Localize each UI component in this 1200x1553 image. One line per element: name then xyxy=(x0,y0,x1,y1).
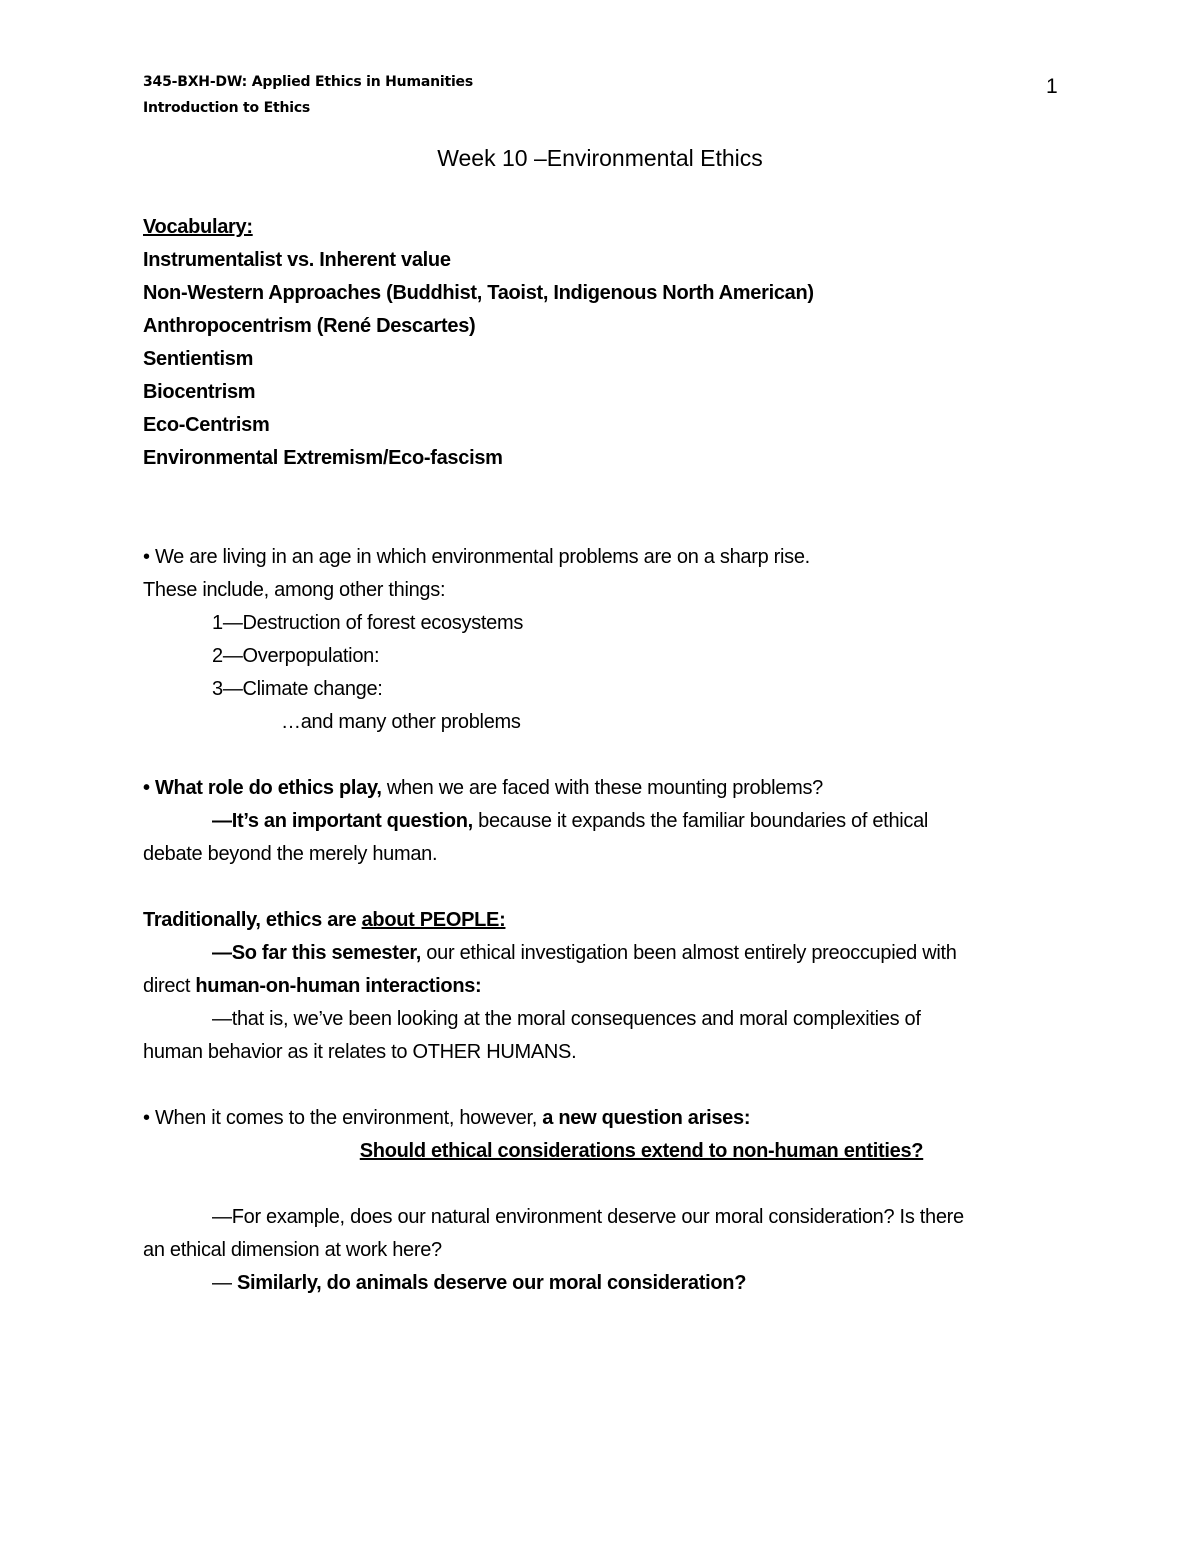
semester-cont-bold: human-on-human interactions: xyxy=(195,975,482,997)
course-header: 345-BXH-DW: Applied Ethics in Humanities xyxy=(143,74,473,90)
semester-line xyxy=(212,942,957,965)
vocab-item: Instrumentalist vs. Inherent value xyxy=(143,249,451,271)
intro-text: These include, among other things: xyxy=(143,579,446,601)
key-question: Should ethical considerations extend to non-human entities? xyxy=(359,1140,924,1162)
role-answer-cont: debate beyond the merely human. xyxy=(143,843,438,865)
traditional-heading xyxy=(143,909,505,932)
vocabulary-heading: Vocabulary: xyxy=(143,216,253,238)
bullet: • xyxy=(143,546,150,568)
vocab-item: Eco-Centrism xyxy=(143,414,270,436)
animals-question xyxy=(212,1272,746,1295)
animals-dash: — xyxy=(212,1272,237,1294)
problem-item: 2—Overpopulation: xyxy=(212,645,380,667)
vocab-item: Sentientism xyxy=(143,348,254,370)
example-cont: an ethical dimension at work here? xyxy=(143,1239,442,1261)
course-subtitle: Introduction to Ethics xyxy=(143,100,311,116)
problem-item: 1—Destruction of forest ecosystems xyxy=(212,612,524,634)
vocab-item: Biocentrism xyxy=(143,381,256,403)
vocab-item: Environmental Extremism/Eco-fascism xyxy=(143,447,503,469)
intro-text: We are living in an age in which environmental problems are on a sharp rise. xyxy=(154,546,810,568)
environment-lead-text: • When it comes to the environment, however, xyxy=(143,1107,543,1129)
page-title: Week 10 –Environmental Ethics xyxy=(437,145,763,171)
environment-lead-bold: a new question arises: xyxy=(542,1107,751,1129)
traditional-lead: Traditionally, ethics are xyxy=(143,909,362,931)
role-answer xyxy=(212,810,928,833)
page-number: 1 xyxy=(1046,75,1058,98)
more-problems: …and many other problems xyxy=(281,711,521,733)
that-is-cont: human behavior as it relates to OTHER HUMANS. xyxy=(143,1041,577,1063)
example-line: —For example, does our natural environment deserve our moral consideration? Is there xyxy=(212,1206,964,1228)
role-question xyxy=(143,777,823,800)
that-is-line: —that is, we’ve been looking at the moral consequences and moral complexities of xyxy=(212,1008,921,1030)
animals-question-bold: Similarly, do animals deserve our moral consideration? xyxy=(236,1272,747,1294)
environment-lead xyxy=(143,1107,750,1130)
semester-text: our ethical investigation been almost entirely preoccupied with xyxy=(421,942,957,964)
vocab-item: Non-Western Approaches (Buddhist, Taoist, Indigenous North American) xyxy=(143,282,814,304)
role-answer-bold: —It’s an important question, xyxy=(212,810,473,832)
semester-cont xyxy=(143,975,481,998)
vocab-item: Anthropocentrism (René Descartes) xyxy=(143,315,476,337)
intro-paragraph xyxy=(143,546,810,569)
traditional-lead-underlined: about PEOPLE: xyxy=(361,909,506,931)
role-question-text: when we are faced with these mounting problems? xyxy=(381,777,823,799)
problem-item: 3—Climate change: xyxy=(212,678,383,700)
role-question-bold: • What role do ethics play, xyxy=(143,777,382,799)
role-answer-text: because it expands the familiar boundaries of ethical xyxy=(472,810,929,832)
semester-bold: —So far this semester, xyxy=(212,942,422,964)
semester-cont-text: direct xyxy=(143,975,196,997)
